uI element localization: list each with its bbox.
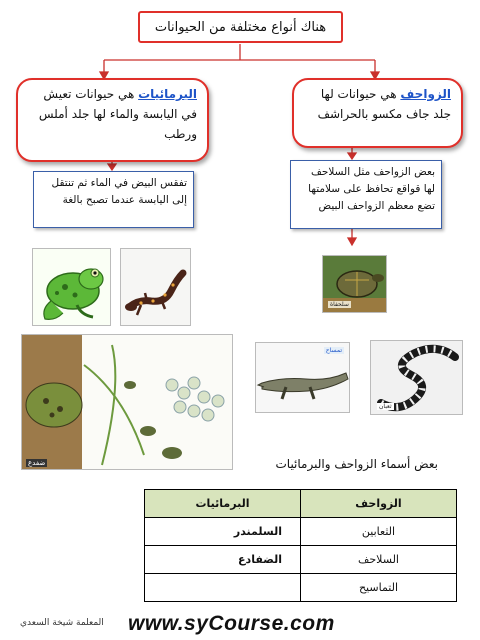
- table-row: [145, 574, 457, 602]
- reptile-cell: التماسيح: [301, 574, 457, 602]
- amphibian-cell: [145, 574, 301, 602]
- diagram-title-text: هناك أنواع مختلفة من الحيوانات: [154, 19, 327, 35]
- names-heading-text: بعض أسماء الزواحف والبرمائيات: [275, 457, 438, 471]
- lifecycle-label: ضفدع: [28, 459, 46, 467]
- names-table-header-row: [145, 490, 457, 518]
- names-heading: [258, 457, 438, 471]
- snake-label: ثعبان: [379, 403, 392, 410]
- turtle-label: سلحفاة: [330, 301, 349, 308]
- amphibian-cell: الضفادع: [145, 546, 301, 574]
- diagram-title: [138, 11, 343, 43]
- amphibians-definition-box: [16, 78, 209, 162]
- table-row: [145, 546, 457, 574]
- lifecycle-illustration: [22, 335, 233, 470]
- amphibian-cell: السلمندر: [145, 518, 301, 546]
- crocodile-photo: [255, 342, 350, 413]
- salamander-illustration: [121, 249, 191, 326]
- crocodile-label: تمساح: [325, 347, 342, 354]
- reptiles-note: [290, 160, 442, 229]
- salamander-photo: [120, 248, 191, 326]
- names-table: [144, 489, 457, 602]
- reptiles-definition-box: [292, 78, 463, 148]
- reptile-cell: السلاحف: [301, 546, 457, 574]
- reptiles-term: الزواحف: [400, 87, 451, 101]
- reptiles-definition: هي حيوانات لها جلد جاف مكسو بالحراشف: [317, 87, 451, 121]
- frog-lifecycle-photo: [21, 334, 233, 470]
- amphibians-note: [33, 171, 194, 228]
- table-row: [145, 518, 457, 546]
- amphibians-note-text: تفقس البيض في الماء ثم تنتقل إلى اليابسة عندما تصبح بالغة: [51, 177, 187, 206]
- col-amphibians-header: البرمائيات: [145, 490, 301, 518]
- col-reptiles-header: الزواحف: [301, 490, 457, 518]
- reptiles-note-text: بعض الزواحف مثل السلاحف لها قواقع تحافظ على سلامتها تضع معظم الزواحف البيض: [308, 166, 435, 212]
- turtle-photo: [322, 255, 387, 313]
- frog-photo: [32, 248, 111, 326]
- reptile-cell: الثعابين: [301, 518, 457, 546]
- snake-photo: [370, 340, 463, 415]
- amphibians-definition: هي حيوانات تعيش في اليابسة والماء لها جلد أملس ورطب: [38, 87, 197, 141]
- frog-illustration: [33, 249, 111, 326]
- footer-teacher: المعلمة شيخة السعدي: [20, 618, 104, 628]
- amphibians-term: البرمائيات: [138, 87, 197, 101]
- footer-site: www.syCourse.com: [128, 612, 335, 635]
